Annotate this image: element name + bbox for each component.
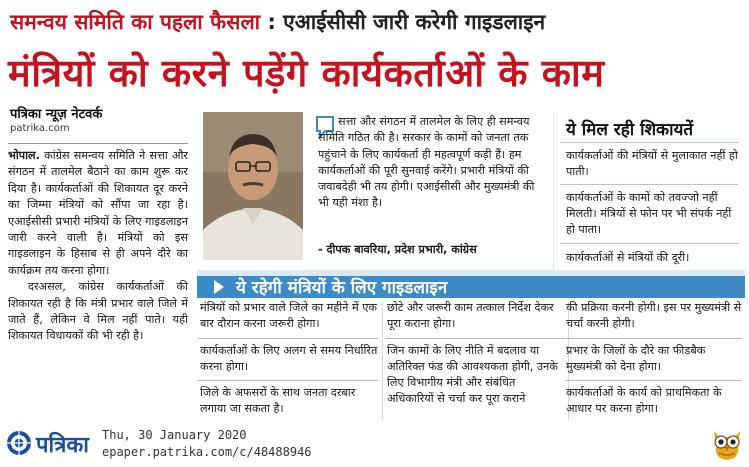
owl-mascot-icon: [710, 425, 744, 461]
portrait-illustration: [203, 112, 303, 260]
byline-divider: [8, 143, 188, 144]
complaint-item: कार्यकर्ताओं की मंत्रियों से मुलाकात नहीं हो पाती।: [566, 149, 738, 178]
footer-date: Thu, 30 January 2020: [102, 428, 247, 442]
footer-url[interactable]: epaper.patrika.com/c/48488946: [102, 445, 312, 459]
column-divider: [382, 302, 383, 420]
guideline-item: कार्यकर्ताओं के लिए अलग से समय निर्धारित करना होगा।: [200, 344, 378, 373]
guideline-divider: [385, 338, 565, 339]
portrait-photo: [203, 112, 303, 260]
footer-brand[interactable]: पत्रिका: [36, 433, 89, 458]
guideline-item: मंत्रियों को प्रभार वाले जिले का महीने में एक बार दौरान करना जरूरी होगा।: [200, 301, 377, 330]
guideline-item: जिले के अफसरों के साथ जनता दरबार लगाया जा सकता है।: [200, 386, 356, 415]
quote-author: - दीपक बावरिया, प्रदेश प्रभारी, कांग्रेस: [318, 243, 477, 256]
complaint-item: कार्यकर्ताओं के कामों को तवज्जो नहीं मिलती। मंत्रियों से फोन पर भी संपर्क नहीं हो पाता।: [566, 191, 732, 236]
guideline-item: जिन कामों के लिए नीति में बदलाव या अतिरिक्त फंड की आवश्यकता होगी, उनके लिए विभागीय मंत्री और संबंधित अधिकारियों से चर्चा कर पूरा कराने: [387, 344, 558, 405]
guideline-item: छोटे और जरूरी काम तत्काल निर्देश देकर पूरा कराना होगा।: [387, 301, 554, 330]
guideline-item: कार्यकर्ताओं के कार्य को प्राथमिकता के आधार पर करना होगा।: [566, 386, 722, 415]
complaint-item: कार्यकर्ताओं से मंत्रियों की दूरी।: [566, 251, 690, 264]
complaints-title: ये मिल रही शिकायतें: [566, 120, 694, 140]
kicker: [10, 8, 745, 42]
quote-text: [318, 114, 536, 212]
guideline-divider: [566, 380, 742, 381]
left-article-body: [8, 148, 188, 345]
patrika-logo-icon[interactable]: [6, 430, 32, 456]
kicker-red: समन्वय समिति का पहला फैसला: [10, 10, 261, 34]
complaints-divider: [560, 142, 738, 143]
guideline-divider: [198, 338, 378, 339]
complaints-divider: [560, 243, 738, 244]
article-paragraph-2: दरअसल, कांग्रेस कार्यकर्ताओं की शिकायत रही है कि मंत्री प्रभार वाले जिले में जाते हैं, लेकिन वे मिल नहीं पाते। यही शिकायत विधायकों की भी रही है।: [8, 280, 188, 343]
guideline-item: प्रभार के जिलों के दौरे का फीडबैक मुख्यमंत्री को देना होगा।: [566, 344, 706, 373]
guideline-divider: [198, 380, 378, 381]
guideline-divider: [566, 338, 742, 339]
paragraph-1-text: कांग्रेस समन्वय समिति ने सत्ता और संगठन में तालमेल बैठाने का काम शुरू कर दिया है। कार्यकर्ताओं की शिकायत दूर करने का जिम्मा मंत्रियों को सौंपा जा रहा है। एआईसीसी प्रभारी मंत्रियों के लिए गाइडलाइन जारी करने वाली है। मंत्रियों को इस गाइडलाइन के हिसाब से ही अपने दौरे का कार्यक्रम तय करना होगा।: [8, 149, 189, 277]
byline-site: patrika.com: [10, 123, 70, 134]
kicker-black: : एआईसीसी जारी करेगी गाइडलाइन: [267, 10, 546, 34]
guideline-title: ये रहेगी मंत्रियों के लिए गाइडलाइन: [236, 278, 448, 298]
dateline: भोपाल.: [8, 149, 40, 162]
guideline-item: की प्रक्रिया करनी होगी। इस पर मुख्यमंत्री से चर्चा करनी होगी।: [566, 301, 742, 330]
banner-arrow-icon: [214, 280, 224, 294]
complaints-divider: [560, 184, 738, 185]
quote-body: सत्ता और संगठन में तालमेल के लिए ही समन्वय समिति गठित की है। सरकार के कामों को जनता तक पहुंचाने के लिए कार्यकर्ता ही महत्वपूर्ण कड़ी हैं। हम कार्यकर्ताओं की पूरी सुनवाई करेंगे। प्रभारी मंत्रियों की जवाबदेही भी तय होगी। एआईसीसी और मुख्यमंत्री की भी यही मंशा है।: [318, 115, 535, 210]
byline-name: पत्रिका न्यूज़ नेटवर्क: [10, 107, 103, 122]
article-paragraph-1: [8, 148, 188, 279]
headline: मंत्रियों को करने पड़ेंगे कार्यकर्ताओं के काम: [8, 51, 605, 95]
